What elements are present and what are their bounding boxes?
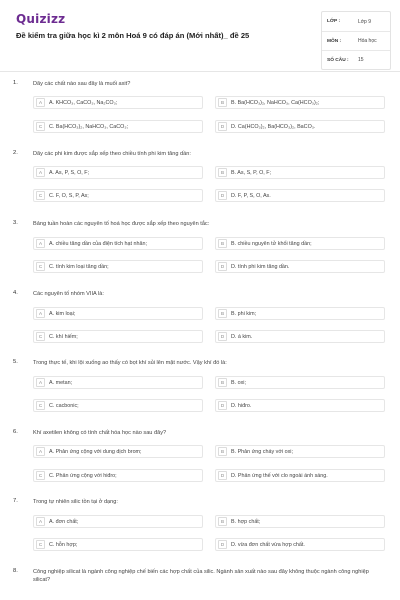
option-text: B. As, S, P, O, F; xyxy=(231,169,272,176)
question-text: Bảng tuần hoàn các nguyên tố hoá học được sắp xếp theo nguyên tắc: xyxy=(33,221,210,227)
page-title: Đề kiểm tra giữa học kì 2 môn Hoá 9 có đáp án (Mới nhất)_ đề 25 xyxy=(16,31,250,40)
option-text: A. chiều tăng dần của điện tích hạt nhân; xyxy=(49,240,148,247)
option-letter: C xyxy=(36,401,45,410)
option-text: D. á kim. xyxy=(231,333,253,340)
option-text: A. Phản ứng cộng với dung dịch brom; xyxy=(49,448,142,455)
meta-value: Hóa học xyxy=(358,38,377,44)
option-c[interactable] xyxy=(33,330,203,343)
option-a[interactable] xyxy=(33,307,203,320)
option-d[interactable] xyxy=(215,538,385,551)
question-number: 2. xyxy=(13,150,18,156)
option-text: D. vừa đơn chất vừa hợp chất. xyxy=(231,541,305,548)
option-text: C. hỗn hợp; xyxy=(49,541,78,548)
question-number: 4. xyxy=(13,290,18,296)
option-text: A. As, P, S, O, F; xyxy=(49,169,90,176)
option-letter: D xyxy=(218,540,227,549)
option-letter: A xyxy=(36,98,45,107)
question-number: 1. xyxy=(13,80,18,86)
option-letter: B xyxy=(218,168,227,177)
option-text: B. phi kim; xyxy=(231,310,257,317)
option-c[interactable] xyxy=(33,538,203,551)
option-d[interactable] xyxy=(215,189,385,202)
option-text: D. Ca(HCO₃)₂, Ba(HCO₃)₂, BaCO₃. xyxy=(231,123,316,130)
option-b[interactable] xyxy=(215,96,385,109)
meta-label: MÔN : xyxy=(327,38,342,44)
meta-row-subject xyxy=(322,31,390,50)
option-c[interactable] xyxy=(33,469,203,482)
question-number: 3. xyxy=(13,220,18,226)
option-text: A. kim loại; xyxy=(49,310,76,317)
quizizz-logo: Quizizz xyxy=(16,12,66,26)
option-letter: A xyxy=(36,239,45,248)
question-text: Khí axetilen không có tính chất hóa học nào sau đây? xyxy=(33,430,167,436)
option-text: C. khí hiếm; xyxy=(49,333,78,340)
option-text: C. F, O, S, P, As; xyxy=(49,192,89,199)
option-letter: C xyxy=(36,122,45,131)
option-letter: A xyxy=(36,168,45,177)
option-text: B. Ba(HCO₃)₂, NaHCO₃, Ca(HCO₃)₂; xyxy=(231,99,320,106)
option-text: C. Phản ứng cộng với hiđro; xyxy=(49,472,117,479)
option-letter: A xyxy=(36,447,45,456)
meta-row-grade xyxy=(322,12,390,31)
option-letter: D xyxy=(218,262,227,271)
option-b[interactable] xyxy=(215,166,385,179)
option-c[interactable] xyxy=(33,260,203,273)
option-a[interactable] xyxy=(33,376,203,389)
option-text: D. tính phi kim tăng dần. xyxy=(231,263,290,270)
option-letter: B xyxy=(218,517,227,526)
option-letter: C xyxy=(36,471,45,480)
question-text: Dãy các phi kim được sắp xếp theo chiều tính phi kim tăng dần: xyxy=(33,151,191,157)
option-letter: B xyxy=(218,309,227,318)
option-c[interactable] xyxy=(33,189,203,202)
meta-value: 15 xyxy=(358,57,364,63)
worksheet-header xyxy=(0,0,400,72)
meta-label: LỚP : xyxy=(327,19,341,24)
option-letter: B xyxy=(218,239,227,248)
option-text: B. Phản ứng cháy với oxi; xyxy=(231,448,293,455)
option-letter: B xyxy=(218,378,227,387)
option-text: D. Phản ứng thế với clo ngoài ánh sáng. xyxy=(231,472,328,479)
option-c[interactable] xyxy=(33,399,203,412)
option-d[interactable] xyxy=(215,260,385,273)
question-text: Trong thực tế, khi lội xuống ao thấy có bọt khí sủi lên mặt nước. Vậy khí đó là: xyxy=(33,360,227,366)
option-letter: D xyxy=(218,191,227,200)
option-text: A. đơn chất; xyxy=(49,518,79,525)
option-d[interactable] xyxy=(215,330,385,343)
option-a[interactable] xyxy=(33,515,203,528)
option-a[interactable] xyxy=(33,166,203,179)
question-number: 7. xyxy=(13,498,18,504)
question-text: Trong tự nhiên silic tồn tại ở dạng: xyxy=(33,499,118,505)
meta-label: SỐ CÂU : xyxy=(327,57,349,63)
option-text: B. hợp chất; xyxy=(231,518,261,525)
option-a[interactable] xyxy=(33,237,203,250)
option-text: A. metan; xyxy=(49,379,73,386)
option-d[interactable] xyxy=(215,120,385,133)
option-letter: D xyxy=(218,401,227,410)
option-b[interactable] xyxy=(215,515,385,528)
option-a[interactable] xyxy=(33,96,203,109)
option-letter: C xyxy=(36,540,45,549)
option-text: C. cacbonic; xyxy=(49,402,79,409)
question-text: Công nghiệp silicat là ngành công nghiệp chế biến các hợp chất của silic. Ngành sản xuất nào sau đây không thuộc ngành công nghiệp silicat? xyxy=(33,569,369,584)
option-text: B. oxi; xyxy=(231,379,246,386)
option-d[interactable] xyxy=(215,399,385,412)
question-text: Các nguyên tố nhóm VIIA là: xyxy=(33,291,104,297)
option-letter: A xyxy=(36,378,45,387)
option-a[interactable] xyxy=(33,445,203,458)
question-number: 5. xyxy=(13,359,18,365)
option-b[interactable] xyxy=(215,237,385,250)
option-letter: B xyxy=(218,98,227,107)
option-text: D. F, P, S, O, As. xyxy=(231,192,271,199)
option-letter: A xyxy=(36,517,45,526)
meta-info-box xyxy=(321,11,391,70)
option-text: B. chiều nguyên tử khối tăng dần; xyxy=(231,240,312,247)
option-letter: D xyxy=(218,122,227,131)
option-c[interactable] xyxy=(33,120,203,133)
option-b[interactable] xyxy=(215,376,385,389)
option-b[interactable] xyxy=(215,307,385,320)
option-letter: D xyxy=(218,332,227,341)
meta-row-count xyxy=(322,50,390,69)
option-letter: C xyxy=(36,332,45,341)
option-d[interactable] xyxy=(215,469,385,482)
option-b[interactable] xyxy=(215,445,385,458)
option-letter: D xyxy=(218,471,227,480)
question-text: Dãy các chất nào sau đây là muối axit? xyxy=(33,81,131,87)
meta-value: Lớp 9 xyxy=(358,18,372,25)
question-number: 6. xyxy=(13,429,18,435)
option-letter: C xyxy=(36,262,45,271)
option-text: C. tính kim loại tăng dần; xyxy=(49,263,109,270)
option-text: A. KHCO₃, CaCO₃, Na₂CO₃; xyxy=(49,99,118,106)
option-text: D. hiđro. xyxy=(231,402,252,409)
question-number: 8. xyxy=(13,568,18,574)
option-text: C. Ba(HCO₃)₂, NaHCO₃, CaCO₃; xyxy=(49,123,129,130)
option-letter: C xyxy=(36,191,45,200)
option-letter: A xyxy=(36,309,45,318)
option-letter: B xyxy=(218,447,227,456)
